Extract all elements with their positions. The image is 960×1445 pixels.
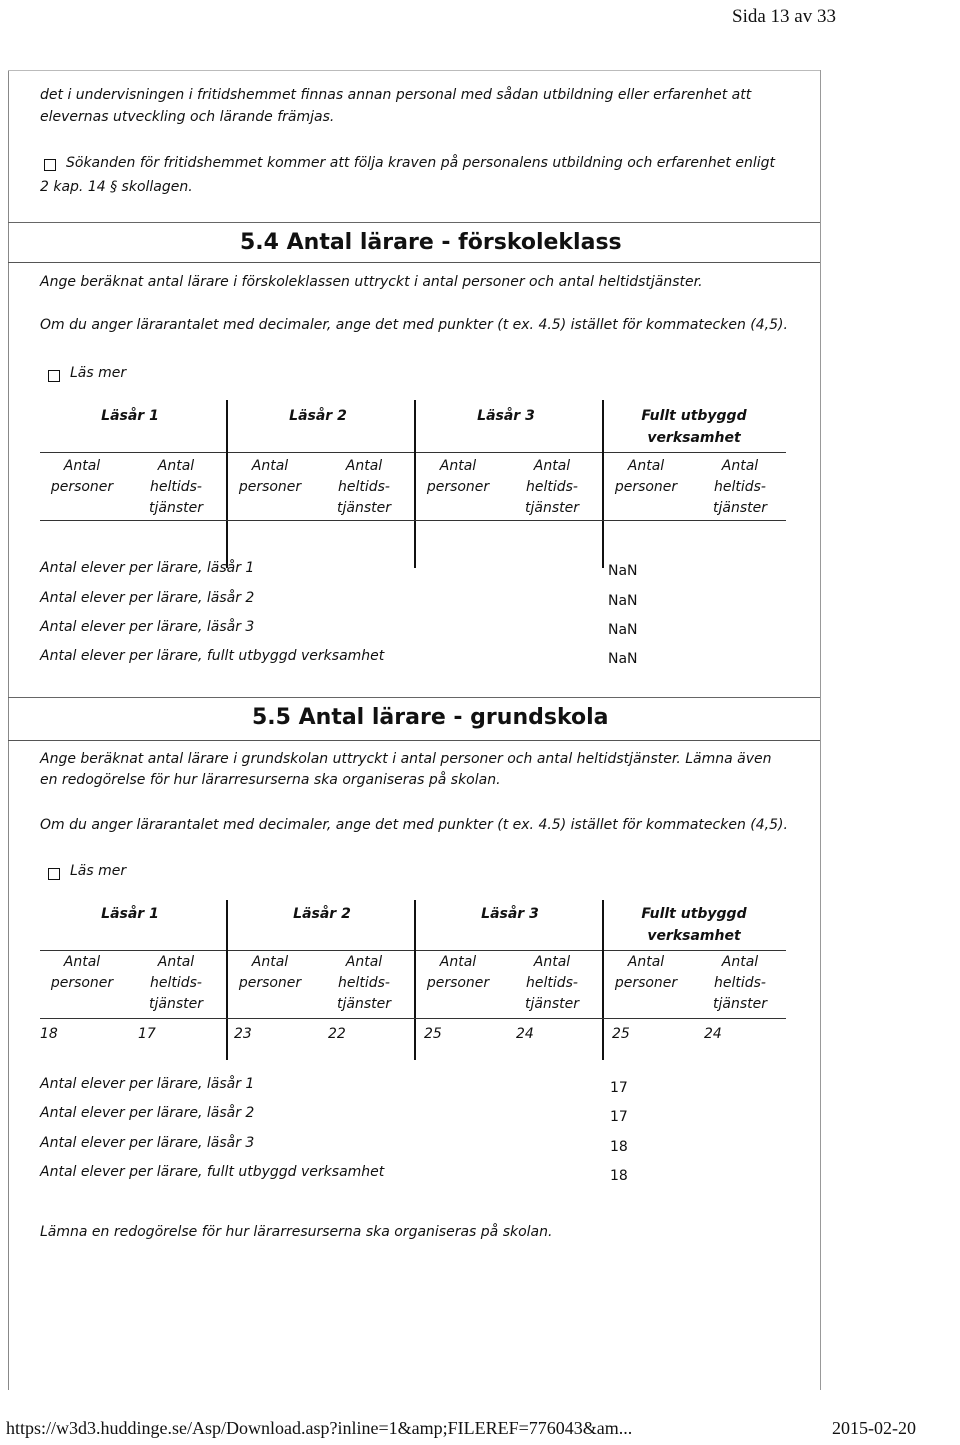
s55-col-heltidstjanster-3 [510, 952, 594, 1015]
column-header-line: personer [614, 479, 678, 495]
column-header-line: Antal [439, 458, 477, 474]
s54-year-1: Läsår 1 [101, 408, 159, 424]
s54-col-personer-3 [416, 456, 500, 498]
s55-ratio-label-2: Antal elever per lärare, läsår 2 [40, 1105, 255, 1121]
section-54-title: 5.4 Antal lärare - förskoleklass [240, 230, 622, 255]
column-header-line: personer [614, 975, 678, 991]
section-54-las-mer-checkbox[interactable] [48, 367, 60, 386]
page-border-right [820, 70, 821, 1390]
s55-col-personer-1 [40, 952, 124, 994]
s54-year-3: Läsår 3 [477, 408, 535, 424]
s54-col-heltidstjanster-2 [322, 456, 406, 519]
s54-year-full-2: verksamhet [647, 430, 741, 446]
s54-header-rule [40, 452, 786, 453]
column-header-line: heltids- [338, 975, 390, 991]
section-54-description: Ange beräknat antal lärare i förskoleklassen uttryckt i antal personer och antal heltidstjänster. [40, 274, 703, 290]
s55-ratio-value-3: 18 [610, 1139, 628, 1155]
s55-year-2: Läsår 2 [293, 906, 351, 922]
column-header-line: personer [238, 975, 302, 991]
s54-col-heltidstjanster-3 [510, 456, 594, 519]
column-header-line: Antal [63, 954, 101, 970]
column-header-line: tjänster [149, 996, 203, 1012]
fritids-checkbox-label-2: 2 kap. 14 § skollagen. [40, 179, 193, 195]
header-rule [8, 70, 820, 71]
column-header-line: tjänster [713, 500, 767, 516]
s55-value-cell: 24 [704, 1026, 722, 1042]
s54-year-2: Läsår 2 [289, 408, 347, 424]
section-54-top-rule [8, 222, 820, 223]
s54-columns-rule [40, 520, 786, 521]
column-header-line: personer [238, 479, 302, 495]
s54-col-heltidstjanster-4 [698, 456, 782, 519]
column-header-line: heltids- [150, 479, 202, 495]
s54-ratio-label-2: Antal elever per lärare, läsår 2 [40, 590, 255, 606]
s54-ratio-value-2: NaN [608, 593, 638, 609]
footer-url: https://w3d3.huddinge.se/Asp/Download.asp?inline=1&amp;FILEREF=776043&am... [6, 1418, 633, 1438]
column-header-line: Antal [533, 954, 571, 970]
intro-line-1: det i undervisningen i fritidshemmet finnas annan personal med sådan utbildning eller erfarenhet att [40, 87, 752, 103]
column-header-line: Antal [439, 954, 477, 970]
s54-ratio-value-1: NaN [608, 563, 638, 579]
s55-value-cell: 25 [424, 1026, 442, 1042]
s54-col-personer-4 [604, 456, 688, 498]
s55-value-cell: 24 [516, 1026, 534, 1042]
column-header-line: Antal [721, 458, 759, 474]
s55-col-heltidstjanster-2 [322, 952, 406, 1015]
s54-ratio-value-3: NaN [608, 622, 638, 638]
section-55-decimal-note: Om du anger lärarantalet med decimaler, ange det med punkter (t ex. 4.5) istället för kommatecken (4,5). [40, 817, 788, 833]
s55-value-cell: 18 [40, 1026, 58, 1042]
column-header-line: Antal [157, 954, 195, 970]
section-55-title-rule [8, 740, 820, 741]
column-header-line: heltids- [714, 975, 766, 991]
column-header-line: heltids- [338, 479, 390, 495]
column-header-line: heltids- [714, 479, 766, 495]
section-55-description-2: en redogörelse för hur lärarresurserna ska organiseras på skolan. [40, 772, 501, 788]
page-border-left [8, 70, 9, 1390]
column-header-line: personer [50, 975, 114, 991]
s54-ratio-value-4: NaN [608, 651, 638, 667]
section-55-title: 5.5 Antal lärare - grundskola [252, 705, 609, 730]
column-header-line: Antal [345, 458, 383, 474]
footer-date: 2015-02-20 [832, 1418, 916, 1438]
s55-value-cell: 25 [612, 1026, 630, 1042]
s54-col-personer-1 [40, 456, 124, 498]
s55-year-full-1: Fullt utbyggd [641, 906, 747, 922]
s55-ratio-label-4: Antal elever per lärare, fullt utbyggd verksamhet [40, 1164, 385, 1180]
s55-col-heltidstjanster-1 [134, 952, 218, 1015]
column-header-line: Antal [157, 458, 195, 474]
column-header-line: Antal [251, 458, 289, 474]
column-header-line: Antal [533, 458, 571, 474]
column-header-line: Antal [627, 954, 665, 970]
intro-line-2: elevernas utveckling och lärande främjas. [40, 109, 335, 125]
section-54-las-mer-label[interactable]: Läs mer [70, 365, 127, 381]
s55-ratio-value-1: 17 [610, 1080, 628, 1096]
s54-col-personer-2 [228, 456, 312, 498]
column-header-line: tjänster [337, 996, 391, 1012]
column-header-line: personer [50, 479, 114, 495]
s55-ratio-value-2: 17 [610, 1109, 628, 1125]
s54-year-full-1: Fullt utbyggd [641, 408, 747, 424]
s55-value-cell: 22 [328, 1026, 346, 1042]
s55-year-full-2: verksamhet [647, 928, 741, 944]
column-header-line: Antal [721, 954, 759, 970]
column-header-line: Antal [345, 954, 383, 970]
page-number: Sida 13 av 33 [732, 6, 836, 27]
s54-ratio-label-3: Antal elever per lärare, läsår 3 [40, 619, 255, 635]
s55-header-rule [40, 950, 786, 951]
s55-ratio-label-3: Antal elever per lärare, läsår 3 [40, 1135, 255, 1151]
section-54-decimal-note: Om du anger lärarantalet med decimaler, ange det med punkter (t ex. 4.5) istället för kommatecken (4,5). [40, 317, 788, 333]
column-header-line: tjänster [525, 500, 579, 516]
s54-ratio-label-4: Antal elever per lärare, fullt utbyggd verksamhet [40, 648, 385, 664]
s54-ratio-label-1: Antal elever per lärare, läsår 1 [40, 560, 255, 576]
column-header-line: Antal [63, 458, 101, 474]
section-55-las-mer-label[interactable]: Läs mer [70, 863, 127, 879]
column-header-line: heltids- [526, 479, 578, 495]
column-header-line: tjänster [713, 996, 767, 1012]
section-55-las-mer-checkbox[interactable] [48, 865, 60, 884]
s55-value-cell: 17 [138, 1026, 156, 1042]
column-header-line: tjänster [525, 996, 579, 1012]
column-header-line: tjänster [337, 500, 391, 516]
column-header-line: tjänster [149, 500, 203, 516]
s55-col-heltidstjanster-4 [698, 952, 782, 1015]
column-header-line: personer [426, 479, 490, 495]
s54-col-heltidstjanster-1 [134, 456, 218, 519]
column-header-line: personer [426, 975, 490, 991]
column-header-line: Antal [251, 954, 289, 970]
column-header-line: heltids- [526, 975, 578, 991]
section-54-title-rule [8, 262, 820, 263]
s55-year-3: Läsår 3 [481, 906, 539, 922]
section-55-top-rule [8, 697, 820, 698]
column-header-line: heltids- [150, 975, 202, 991]
fritids-checkbox[interactable] [44, 156, 56, 175]
s55-value-cell: 23 [234, 1026, 252, 1042]
s55-col-personer-4 [604, 952, 688, 994]
s55-col-personer-2 [228, 952, 312, 994]
s55-col-personer-3 [416, 952, 500, 994]
s55-ratio-value-4: 18 [610, 1168, 628, 1184]
s55-year-1: Läsår 1 [101, 906, 159, 922]
fritids-checkbox-label-1: Sökanden för fritidshemmet kommer att följa kraven på personalens utbildning och erfarenhet enligt [66, 155, 775, 171]
column-header-line: Antal [627, 458, 665, 474]
s55-columns-rule [40, 1018, 786, 1019]
section-55-description-1: Ange beräknat antal lärare i grundskolan uttryckt i antal personer och antal heltidstjänster. Lämna även [40, 751, 772, 767]
s55-ratio-label-1: Antal elever per lärare, läsår 1 [40, 1076, 255, 1092]
s55-footer-note: Lämna en redogörelse för hur lärarresurserna ska organiseras på skolan. [40, 1224, 553, 1240]
